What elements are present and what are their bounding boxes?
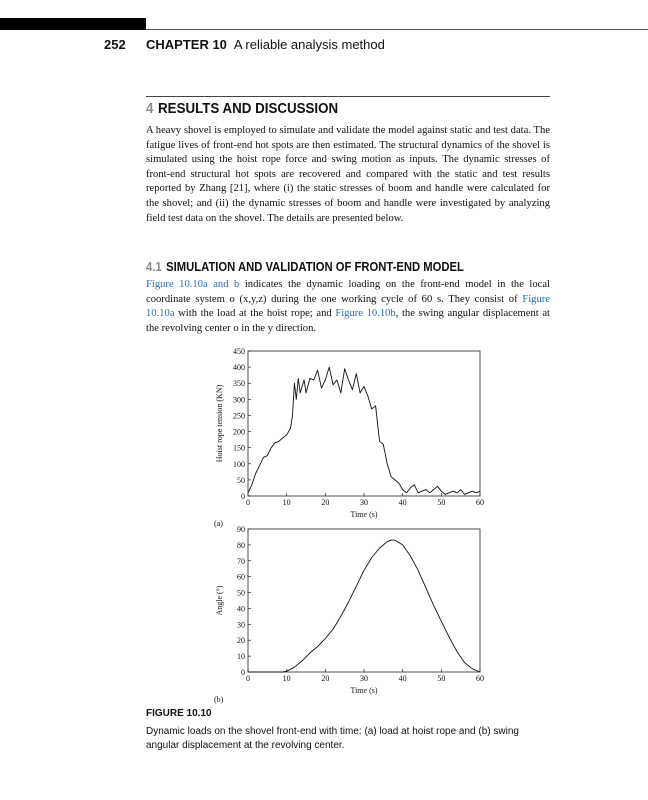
plot-frame	[248, 351, 480, 496]
subsection-number: 4.1	[146, 260, 162, 274]
y-tick-label: 250	[233, 411, 245, 421]
x-tick-label: 0	[246, 498, 250, 507]
chapter-title: A reliable analysis method	[233, 37, 385, 52]
section-number: 4	[146, 101, 154, 117]
figure-link[interactable]: Figure 10.10a	[146, 293, 550, 320]
section-title: RESULTS AND DISCUSSION	[158, 101, 339, 117]
y-tick-label: 60	[237, 572, 245, 582]
page-number: 252	[104, 37, 126, 52]
x-axis-label: Time (s)	[350, 686, 378, 695]
section-heading	[146, 101, 338, 117]
y-tick-label: 350	[233, 379, 245, 389]
panel-label: (b)	[214, 695, 224, 704]
y-tick-label: 40	[237, 604, 245, 614]
figure-link[interactable]: Figure 10.10b	[335, 308, 396, 320]
header-black-bar	[0, 18, 146, 30]
y-tick-label: 0	[241, 492, 245, 501]
chart-swing-angle	[200, 522, 500, 707]
paragraph-text: with the load at the hoist rope; and	[174, 308, 336, 320]
section-paragraph: A heavy shovel is employed to simulate and validate the model against static and test data. The fatigue lives of front-end hot spots are then estimated. The structural dynamics of the shovel is simulated using the hoist rope force and swing motion as inputs. The dynamic stresses of front-end structural hot spots are recovered and compared with the static and test results reported by Zhang [21], where (i) the static stresses of boom and handle were calculated for the shovel; and (ii) the dynamic stresses of boom and handle were investigated by analyzing field test data on the shovel. The details are presented below.	[146, 125, 550, 224]
y-tick-label: 20	[237, 636, 245, 646]
y-tick-label: 10	[237, 652, 245, 662]
plot-frame	[248, 529, 480, 672]
y-tick-label: 50	[237, 475, 245, 485]
chapter-heading	[146, 37, 385, 52]
x-tick-label: 50	[437, 674, 446, 683]
subsection-heading	[146, 260, 464, 274]
y-tick-label: 30	[237, 620, 245, 630]
panel-label: (a)	[214, 519, 223, 528]
subsection-title: SIMULATION AND VALIDATION OF FRONT-END MODEL	[166, 260, 464, 274]
figure-caption: Dynamic loads on the shovel front-end with time: (a) load at hoist rope and (b) swing angular displacement at the revolving center.	[146, 726, 519, 751]
series-line	[248, 540, 480, 672]
series-line	[248, 367, 480, 494]
subsection-paragraph	[146, 278, 550, 336]
y-tick-label: 400	[233, 363, 245, 373]
y-tick-label: 100	[233, 459, 245, 469]
y-tick-label: 70	[237, 556, 245, 566]
y-tick-label: 90	[237, 525, 245, 534]
y-tick-label: 300	[233, 395, 245, 405]
x-tick-label: 60	[476, 498, 484, 507]
chapter-label: CHAPTER 10	[146, 37, 227, 52]
figure-link[interactable]: Figure 10.10a and b	[146, 279, 240, 290]
y-axis-label: Hoist rope tension (KN)	[215, 384, 224, 463]
paragraph-text: indicates the dynamic loading on the front-end model in the local coordinate system o (x,y,z) during the one working cycle of 60 s. They consist of	[146, 279, 550, 305]
x-axis-label: Time (s)	[350, 510, 378, 519]
x-tick-label: 10	[282, 498, 291, 507]
chart-hoist-rope-tension	[200, 344, 500, 534]
x-tick-label: 60	[476, 674, 484, 683]
y-tick-label: 450	[233, 347, 245, 356]
x-tick-label: 0	[246, 674, 250, 683]
figure-label: FIGURE 10.10	[146, 708, 212, 719]
y-tick-label: 80	[237, 540, 245, 550]
x-tick-label: 40	[398, 674, 407, 683]
section-rule	[146, 96, 550, 97]
y-axis-label: Angle (°)	[215, 585, 224, 616]
x-tick-label: 20	[321, 674, 330, 683]
running-header	[0, 37, 648, 53]
y-tick-label: 200	[233, 427, 245, 437]
x-tick-label: 10	[282, 674, 291, 683]
y-tick-label: 0	[241, 668, 245, 677]
x-tick-label: 50	[437, 498, 446, 507]
y-tick-label: 50	[237, 588, 245, 598]
header-rule	[146, 29, 648, 30]
y-tick-label: 150	[233, 443, 245, 453]
x-tick-label: 30	[360, 498, 368, 507]
x-tick-label: 20	[321, 498, 330, 507]
x-tick-label: 40	[398, 498, 407, 507]
x-tick-label: 30	[360, 674, 368, 683]
paragraph-text: , the swing angular displacement at the revolving center o in the y direction.	[146, 308, 550, 334]
